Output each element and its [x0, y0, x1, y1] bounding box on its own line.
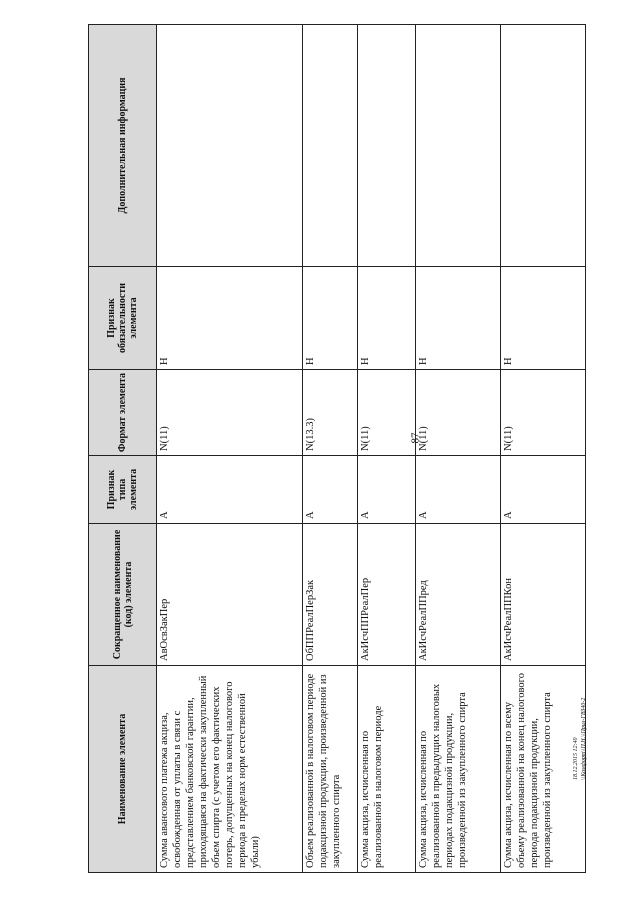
- cell-type: А: [501, 456, 586, 524]
- cell-name: Сумма акциза, исчисленная по реализованной в налоговом периоде: [358, 666, 416, 873]
- cell-name: Сумма акциза, исчисленная по реализованной в предыдущих налоговых периодах подакцизной продукции, произведенной из закупленного спирта: [416, 666, 501, 873]
- footer-timestamp: 18.12.2015 12:40: [573, 737, 579, 780]
- header-element-format: Формат элемента: [89, 370, 157, 456]
- table-row: [303, 25, 358, 873]
- cell-format: N(13.3): [303, 370, 358, 456]
- header-element-name: Наименование элемента: [89, 666, 157, 873]
- cell-code: АкИсчРеалППред: [416, 524, 501, 666]
- cell-required: Н: [501, 267, 586, 370]
- cell-code: АкИсчППРеалПер: [358, 524, 416, 666]
- table-row: [416, 25, 501, 873]
- cell-format: N(11): [501, 370, 586, 456]
- page-number: 87: [409, 432, 422, 444]
- cell-type: А: [303, 456, 358, 524]
- rotated-table-container: [88, 25, 553, 873]
- elements-table: [88, 24, 586, 873]
- cell-name: Сумма авансового платежа акциза, освобожденная от уплаты в связи с представлением банковской гарантии, приходящаяся на фактически закупленный объем спирта (с учетом его фактических потерь, допущенных на конец налогового периода в пределах норм естественной убыли): [157, 666, 303, 873]
- cell-format: N(11): [416, 370, 501, 456]
- cell-name: Объем реализованной в налоговом периоде подакцизной продукции, произведенной из закупленного спирта: [303, 666, 358, 873]
- cell-code: АвОсвЗакПер: [157, 524, 303, 666]
- cell-info: [416, 25, 501, 267]
- cell-type: А: [416, 456, 501, 524]
- cell-required: Н: [358, 267, 416, 370]
- table-row: [157, 25, 303, 873]
- header-element-type: Признак типа элемента: [89, 456, 157, 524]
- cell-info: [157, 25, 303, 267]
- cell-format: N(11): [157, 370, 303, 456]
- cell-format: N(11): [358, 370, 416, 456]
- cell-info: [358, 25, 416, 267]
- cell-info: [303, 25, 358, 267]
- cell-info: [501, 25, 586, 267]
- table-row: [501, 25, 586, 873]
- cell-required: Н: [303, 267, 358, 370]
- header-element-required: Признак обязательности элемента: [89, 267, 157, 370]
- footer-file-path: \\Комфорт\\П.Н.\\Прил-ГВЗ40-2: [581, 697, 587, 780]
- table-header-row: [89, 25, 157, 873]
- header-additional-info: Дополнительная информация: [89, 25, 157, 267]
- table-row: [358, 25, 416, 873]
- cell-type: А: [157, 456, 303, 524]
- header-element-code: Сокращенное наименование (код) элемента: [89, 524, 157, 666]
- cell-type: А: [358, 456, 416, 524]
- cell-required: Н: [416, 267, 501, 370]
- cell-name: Сумма акциза, исчисленная по всему объему реализованной на конец налогового периода подакцизной продукции, произведенной из закупленного спирта: [501, 666, 586, 873]
- cell-required: Н: [157, 267, 303, 370]
- cell-code: АкИсчРеалППКон: [501, 524, 586, 666]
- cell-code: ОбППРеалПерЗак: [303, 524, 358, 666]
